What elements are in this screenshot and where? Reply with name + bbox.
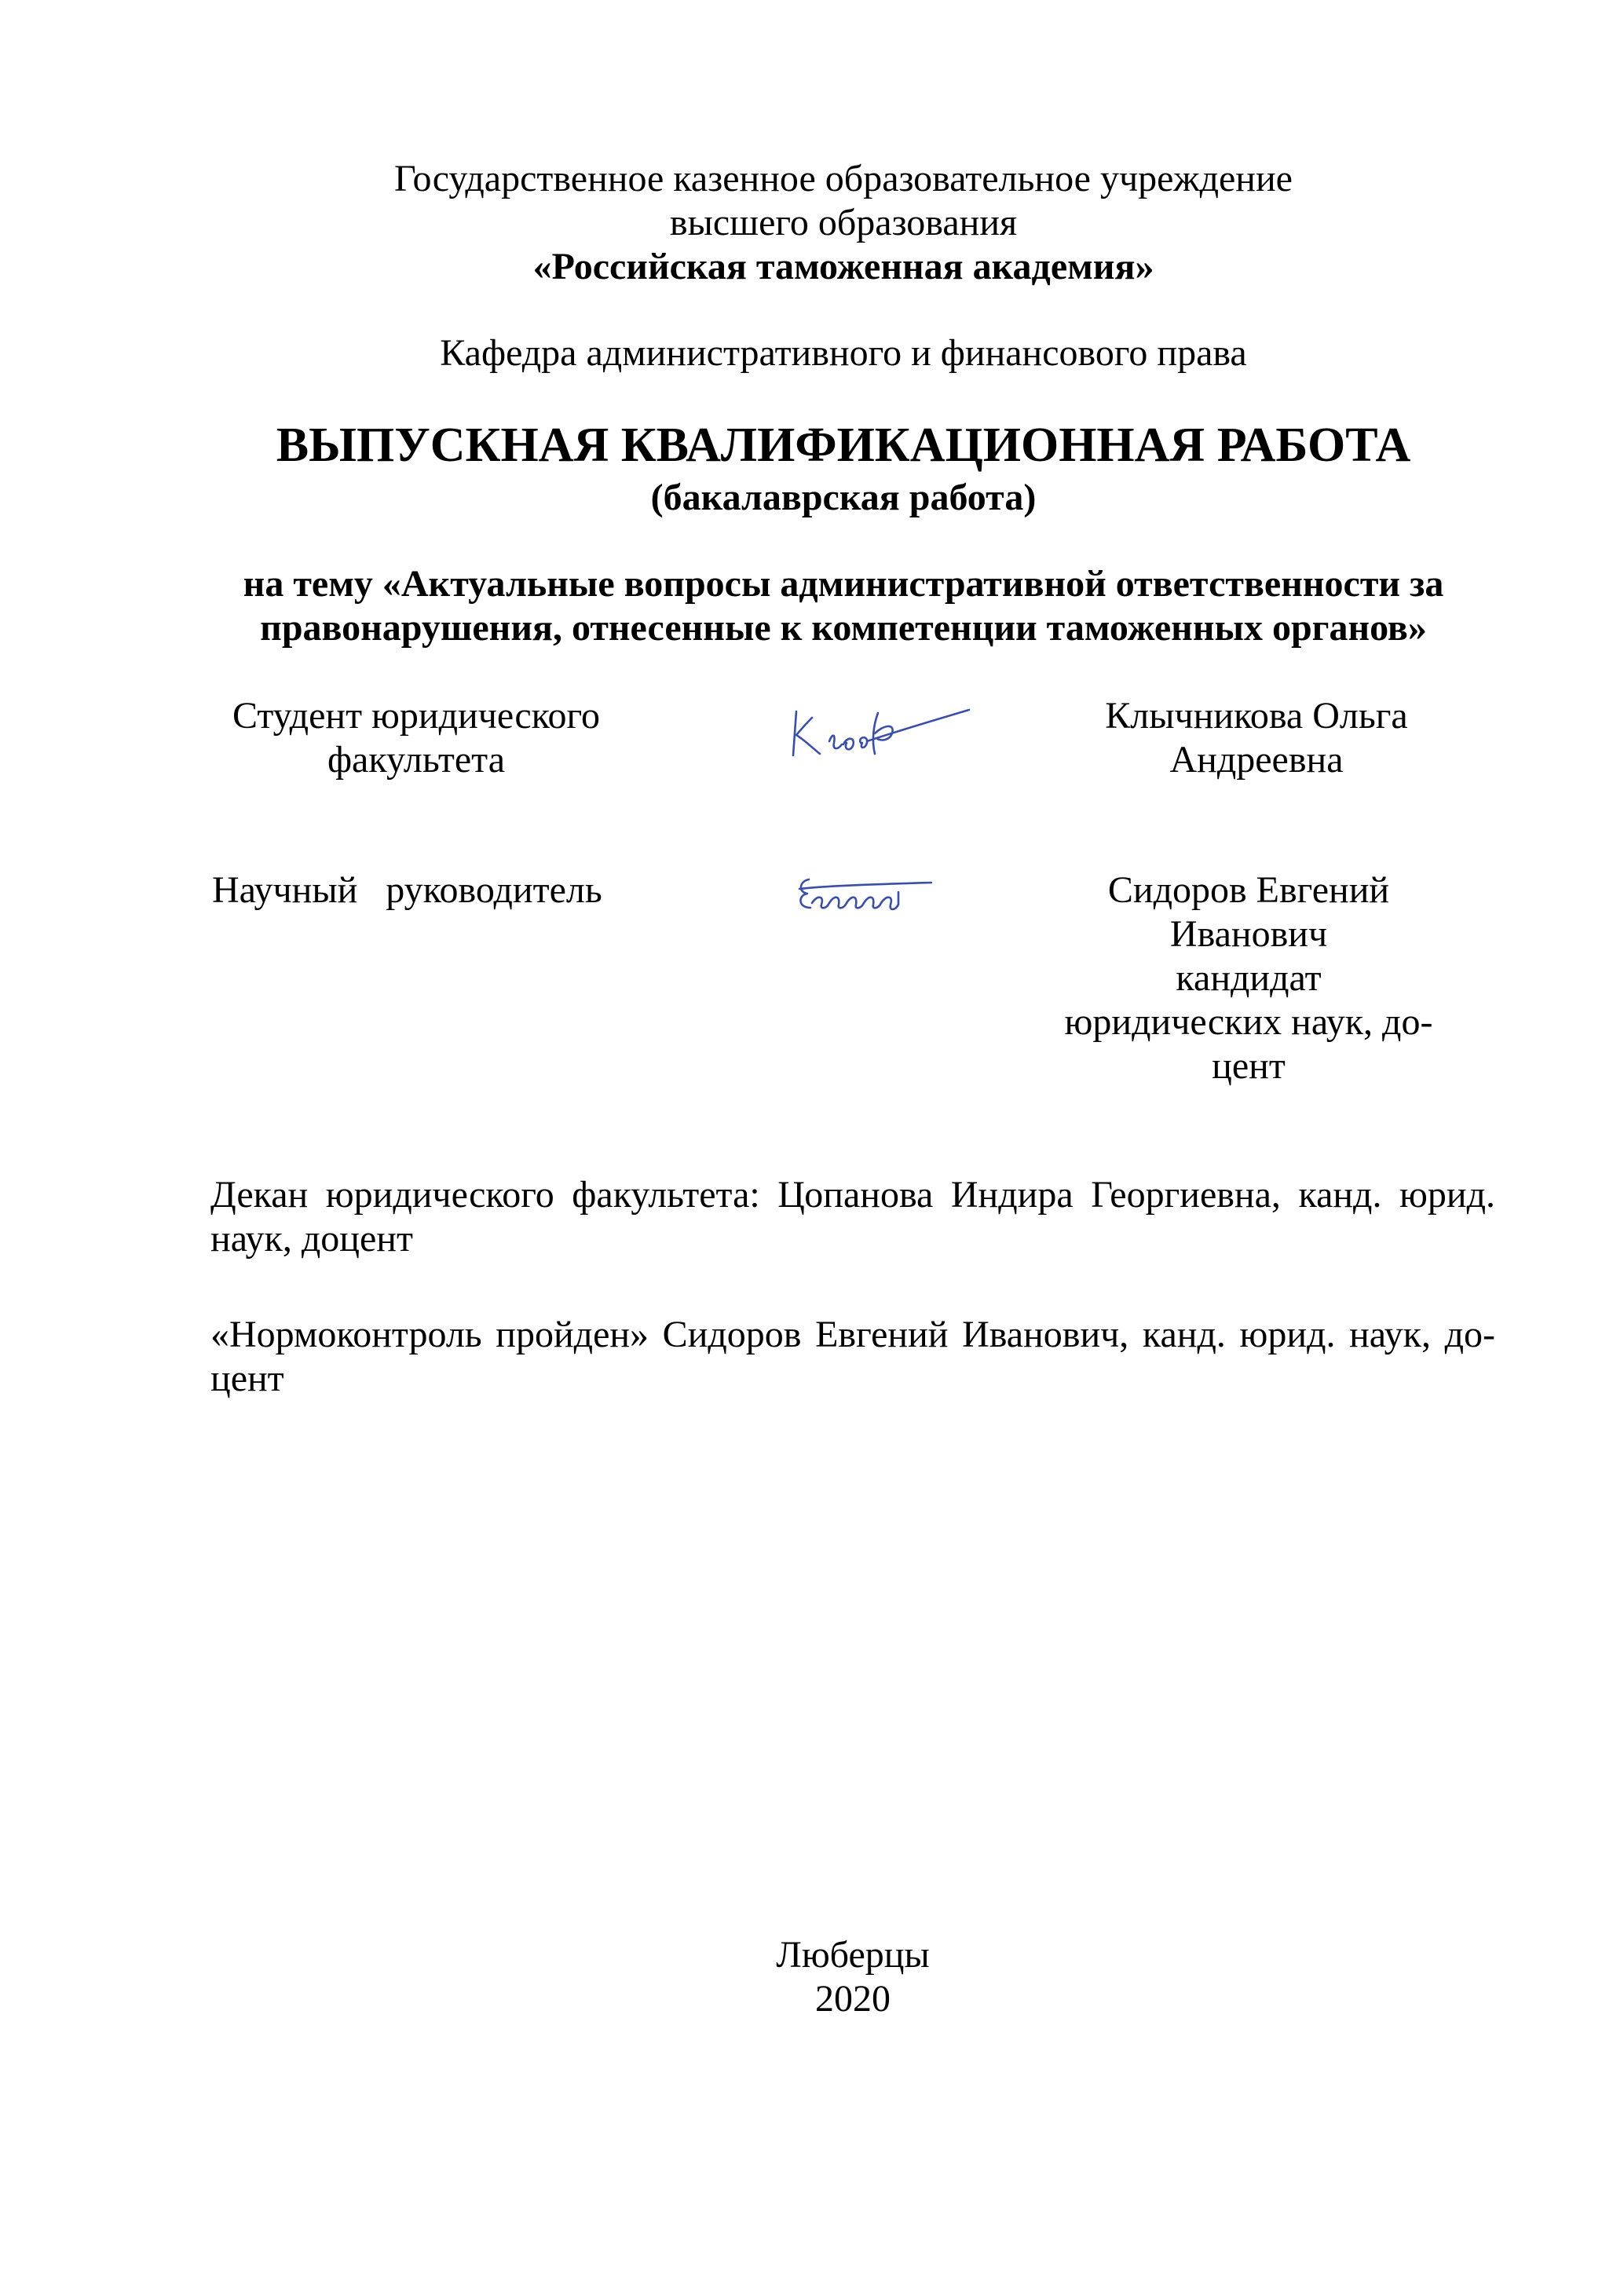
topic-line-1: на тему «Актуальные вопросы административной ответственности за bbox=[243, 563, 1444, 605]
year: 2020 bbox=[815, 1978, 891, 2020]
organization-header bbox=[31, 157, 1624, 289]
student-signature bbox=[785, 694, 974, 765]
student-name-line-1: Клычникова Ольга bbox=[1105, 695, 1408, 737]
city: Люберцы bbox=[776, 1934, 930, 1976]
supervisor-role: Научный руководитель bbox=[212, 869, 602, 911]
thesis-topic bbox=[31, 562, 1624, 650]
student-role bbox=[212, 694, 620, 782]
student-name-line-2: Андреевна bbox=[1169, 739, 1344, 781]
place-and-year bbox=[41, 1933, 1624, 2021]
supervisor-signature bbox=[793, 868, 942, 923]
student-name bbox=[1052, 694, 1461, 782]
supervisor-degree-line-2: юридических наук, до- bbox=[1064, 1001, 1433, 1043]
document-subtitle: (бакалаврская работа) bbox=[650, 477, 1037, 518]
student-role-line-2: факультета bbox=[327, 739, 506, 781]
supervisor-name-line-2: Иванович bbox=[1169, 913, 1328, 955]
org-line-1: Государственное казенное образовательное учреждение bbox=[394, 158, 1293, 199]
department-name: Кафедра административного и финансового права bbox=[440, 332, 1247, 374]
student-role-line-1: Студент юридического bbox=[232, 695, 601, 737]
topic-line-2: правонарушения, отнесенные к компетенции таможенных органов» bbox=[260, 607, 1427, 649]
dean-statement: Декан юридического факультета: Цопанова Индира Георгиевна, канд. юрид. наук, доцент bbox=[210, 1174, 1495, 1260]
supervisor-degree-line-1: кандидат bbox=[1176, 957, 1322, 999]
org-line-2: высшего образования bbox=[669, 202, 1018, 243]
org-name: «Российская таможенная академия» bbox=[532, 246, 1154, 287]
document-title: ВЫПУСКНАЯ КВАЛИФИКАЦИОННАЯ РАБОТА bbox=[276, 419, 1411, 472]
supervisor-name-line-1: Сидоров Евгений bbox=[1107, 869, 1390, 911]
supervisor-name bbox=[1037, 868, 1461, 1088]
normcontrol-statement: «Нормоконтроль пройден» Сидоров Евгений Иванович, канд. юрид. наук, до- цент bbox=[210, 1314, 1495, 1399]
supervisor-degree-line-3: цент bbox=[1212, 1045, 1286, 1087]
